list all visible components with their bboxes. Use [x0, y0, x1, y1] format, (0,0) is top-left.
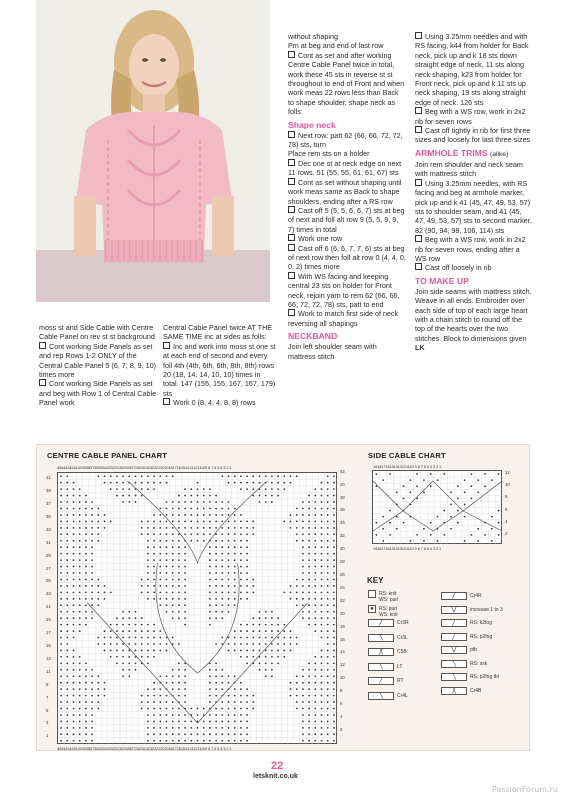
instruction-step: [288, 178, 406, 206]
decrease-right-icon: ╱: [441, 633, 467, 641]
increase-icon: ⋁: [441, 606, 467, 614]
row-number: 8: [505, 494, 508, 500]
row-number: 22: [340, 597, 345, 603]
instruction-step: [39, 379, 157, 407]
increase-icon: ⋁: [441, 646, 467, 654]
row-number: 21: [46, 604, 51, 610]
instruction-text: Work to match first side of neck reversing all shapings: [288, 309, 399, 328]
instruction-text: Dec one st at neck edge on next 11 rows. 51 (55, 55, 61, 61, 67) sts: [288, 158, 402, 178]
row-number: 5: [46, 707, 49, 713]
centre-chart-column-numbers-bottom: 4544434241403938373635343332313029282726252423222120191817161514131211109 8 7 6 5 4 3 2 1: [57, 746, 232, 751]
cable-right-icon: ╱: [441, 592, 467, 600]
key-label: RT: [397, 678, 404, 684]
key-label: RS: purl WS: knit: [379, 605, 398, 618]
left-twist-icon: ╲: [368, 663, 394, 671]
row-number: 27: [46, 565, 51, 571]
paragraph: [415, 287, 533, 353]
section-heading-to-make-up: TO MAKE UP: [415, 275, 469, 286]
instruction-text: Cont working Side Panels as set and rep Rows 1-2 ONLY of the Central Cable Panel 5 (6, 7, 8, 9, 10) times more: [39, 341, 157, 380]
row-number: 39: [46, 488, 51, 494]
row-number: 6: [505, 506, 508, 512]
row-number: 25: [46, 578, 51, 584]
key-label: RS: k2tog: [470, 620, 492, 626]
row-number: 29: [46, 552, 51, 558]
centre-cable-chart-grid: [57, 472, 337, 744]
paragraph: Join rem shoulder and neck seam with mattress stitch: [415, 159, 523, 179]
section-heading-neckband: NECKBAND: [288, 331, 338, 342]
row-number: 4: [505, 518, 508, 524]
text-column-d: [415, 32, 533, 353]
row-number: 28: [340, 559, 345, 565]
key-label: RS: ssk: [470, 660, 488, 667]
instruction-text: Work 0 (8, 4, 4, 8, 8) rows: [173, 398, 256, 408]
row-number: 41: [46, 475, 51, 481]
paragraph: Join left shoulder seam with mattress stitch: [288, 342, 377, 361]
row-number: 8: [340, 688, 343, 694]
side-cable-chart-grid: [372, 470, 502, 544]
section-heading-shape-neck: Shape neck: [288, 119, 336, 130]
decrease-right-icon: ╱: [441, 619, 467, 627]
paragraph: Pm at beg and end of last row: [288, 41, 384, 51]
website-url: letsknit.co.uk: [253, 773, 298, 780]
page-number: 22: [271, 760, 284, 772]
instruction-text: Using 3.25mm needles, with RS facing and beg at armhole marker, pick up and k 41 (45, 47, 49, 53, 57) sts to shoulder seam, and 41 (45, 47, 49, 53, 57) sts to second marker. 82 (90, 94, 98, 106, 114) sts: [415, 178, 532, 235]
row-number: 38: [340, 494, 345, 500]
decrease-left-icon: ╲: [441, 673, 467, 681]
heading-text: ARMHOLE TRIMS: [415, 147, 488, 158]
watermark: PassionForum.ru: [491, 785, 558, 794]
instruction-step: [39, 342, 157, 380]
key-title: KEY: [367, 576, 384, 585]
row-number: 2: [505, 530, 508, 536]
row-number: 14: [340, 649, 345, 655]
key-label: RS: knit WS: purl: [379, 591, 399, 603]
row-number: 11: [46, 668, 51, 674]
key-label: Cr3L: [397, 634, 408, 641]
paragraph-text: Join side seams with mattress stitch. Weave in all ends. Embroider over each side of top of each large heart with a chain stitch to round off the top of the hearts over the two stitches. Block to dimensions given: [415, 286, 532, 343]
instruction-text: Cast off loosely in rib: [425, 263, 492, 273]
key-label: LT: [397, 663, 403, 670]
instruction-step: [163, 342, 276, 398]
instruction-text: Beg with a WS row, work in 2x2 rib for seven rows: [415, 107, 526, 126]
side-chart-svg: [373, 471, 502, 544]
row-number: 33: [46, 526, 51, 532]
row-number: 2: [340, 726, 343, 732]
instruction-step: [415, 107, 533, 126]
cable-right-icon: ╱: [368, 619, 394, 627]
row-number: 34: [340, 520, 345, 526]
row-number: 10: [340, 675, 345, 681]
row-number: 18: [340, 623, 345, 629]
row-number: 13: [46, 655, 51, 661]
text-column-c: [288, 32, 406, 361]
instruction-step: [288, 159, 406, 178]
text-column-a: [39, 323, 157, 408]
row-number: 19: [46, 617, 51, 623]
cable-back-icon: ╳: [368, 648, 394, 656]
instruction-text: Inc and work into moss st one st at each end of second and every foll 4th (4th, 6th, 6th, 8th, 8th) rows 20 (18, 14, 14, 10, 10) times in total. 147 (155, 155, 167, 167, 179) sts: [163, 341, 276, 398]
key-label: pfb: [470, 647, 477, 653]
instruction-text: Next row: patt 62 (66, 66, 72, 72, 78) sts, turn: [288, 130, 403, 150]
row-number: 32: [340, 533, 345, 539]
key-label: Cr4R: [470, 593, 482, 599]
instruction-text: With WS facing and keeping central 23 sts on holder for Front neck, rejoin yarn to rem 62 (66, 66, 66, 72, 72, 78) sts, patt to end: [288, 271, 400, 309]
row-number: 17: [46, 630, 51, 636]
author-initials: LK: [415, 343, 425, 353]
instruction-step: [415, 32, 533, 107]
row-number: 26: [340, 572, 345, 577]
key-label: Cr4L: [397, 692, 408, 699]
key-label: C5B: [397, 649, 407, 655]
instruction-text: Cast off 5 (5, 5, 6, 6, 7) sts at beg of next and foll alt row 9 (5, 5, 9, 9, 7) times in total: [288, 205, 405, 234]
row-number: 42: [340, 468, 345, 474]
side-chart-column-numbers-bottom: 19181716151413121110 9 8 7 6 5 4 3 2 1: [373, 546, 442, 551]
row-number: 24: [340, 584, 345, 590]
instruction-text: Beg with a WS row, work in 2x2 rib for seven rows, ending after a WS row: [415, 235, 526, 263]
row-number: 40: [340, 481, 345, 487]
instruction-step: [415, 263, 533, 272]
instruction-step: [288, 206, 406, 234]
centre-chart-title: CENTRE CABLE PANEL CHART: [47, 451, 168, 460]
row-number: 35: [46, 513, 51, 519]
row-number: 23: [46, 591, 51, 597]
dot-cell-icon: ●: [368, 605, 376, 613]
row-number: 12: [505, 470, 510, 475]
instruction-text: Cont as set and after working Centre Cable Panel twice in total, work these 45 sts in reverse st st throughout to end of Front and when work meas 22 rows less than Back to shape shoulder, shape neck as folls:: [288, 50, 405, 117]
key-label: RS: p2tog tbl: [470, 674, 499, 680]
instruction-step: [163, 398, 276, 407]
instruction-step: [415, 235, 533, 263]
paragraph: Place rem sts on a holder: [288, 149, 370, 159]
blank-cell-icon: [368, 590, 376, 598]
instruction-step: [288, 244, 406, 272]
cable-left-icon: ╲: [368, 634, 394, 642]
instruction-step: [288, 131, 406, 150]
instruction-step: [415, 179, 533, 235]
row-number: 4: [340, 713, 343, 719]
instruction-step: [288, 234, 406, 243]
instruction-text: Cast off 6 (6, 6, 7, 7, 6) sts at beg of next row then foll alt row 0 (4, 4, 0, 0, 2) times more: [288, 243, 406, 272]
centre-chart-svg: [58, 473, 337, 744]
decrease-left-icon: ╲: [441, 660, 467, 668]
row-number: 30: [340, 546, 345, 552]
instruction-step: [288, 309, 406, 328]
heading-suffix: (alike): [489, 150, 509, 158]
cable-back-icon: ╳: [441, 687, 467, 695]
row-number: 12: [340, 662, 345, 668]
row-number: 37: [46, 501, 51, 507]
instruction-step: [288, 51, 406, 117]
row-number: 20: [340, 610, 345, 616]
paragraph: without shaping: [288, 32, 338, 41]
instruction-text: Using 3.25mm needles and with RS facing, k44 from holder for Back neck, pick up and k 18 sts down straight edge of neck, 11 sts along neck shaping, k23 from holder for Front neck, pick up and k 11 sts up neck shaping, 19 sts along straight edge of neck. 126 sts: [415, 32, 529, 107]
row-number: 1: [46, 733, 49, 739]
cable-left-icon: ╲: [368, 692, 394, 700]
section-heading-armhole-trims: [415, 148, 533, 160]
key-label: Cr3R: [397, 620, 409, 626]
key-label: increase 1 to 3: [470, 606, 503, 613]
row-number: 3: [46, 720, 49, 726]
instruction-text: Work one row: [298, 234, 343, 244]
cable-lines: [373, 481, 502, 531]
side-chart-column-numbers-top: 19181716151413121110 9 8 7 6 5 4 3 2 1: [373, 464, 442, 469]
paragraph: Central Cable Panel twice AT THE SAME TIME inc at sides as folls:: [163, 323, 273, 342]
text-column-b: [163, 323, 276, 408]
key-label: RS: p2tog: [470, 633, 493, 640]
row-number: 15: [46, 642, 51, 648]
instruction-step: [288, 272, 406, 310]
row-number: 10: [505, 482, 510, 488]
paragraph: moss st and Side Cable with Centre Cable Panel on rev st st background: [39, 323, 155, 342]
instruction-text: Cont as set without shaping until work meas same as Back to shape shoulders, ending after a RS row: [288, 177, 402, 206]
side-chart-title: SIDE CABLE CHART: [368, 451, 446, 460]
row-number: 31: [46, 539, 51, 545]
row-number: 36: [340, 507, 345, 513]
row-number: 7: [46, 694, 49, 700]
instruction-text: Cont working Side Panels as set and beg with Row 1 of Central Cable Panel work: [39, 379, 157, 408]
row-number: 9: [46, 681, 49, 687]
centre-chart-column-numbers-top: 4544434241403938373635343332313029282726252423222120191817161514131211109 8 7 6 5 4 3 2 1: [57, 465, 232, 470]
instruction-text: Cast off tightly in rib for first three sizes and loosely for last three sizes: [415, 126, 531, 145]
right-twist-icon: ╱: [368, 677, 394, 685]
row-number: 6: [340, 701, 343, 707]
model-photo: [36, 0, 270, 302]
instruction-step: [415, 126, 533, 145]
key-label: Cr4B: [470, 687, 482, 694]
row-number: 16: [340, 636, 345, 642]
